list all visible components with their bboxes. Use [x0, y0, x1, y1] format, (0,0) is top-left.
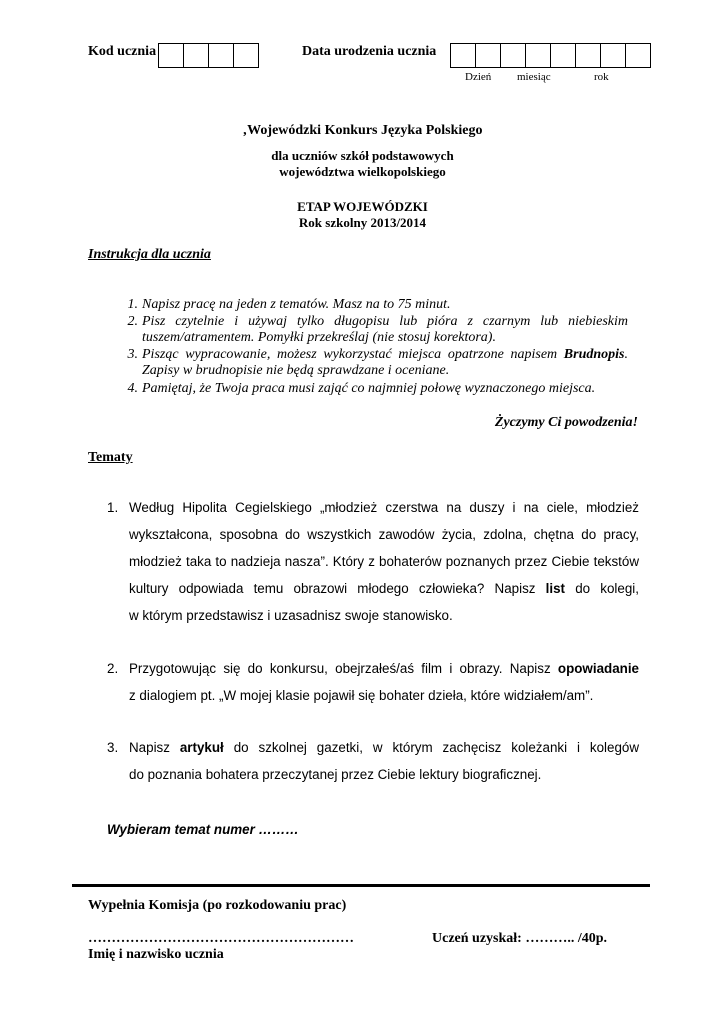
- contest-subtitle-2: województwa wielkopolskiego: [279, 164, 446, 179]
- topic-text-line: Według Hipolita Cegielskiego „młodzież czerstwa na duszy i na ciele, młodzież: [129, 500, 639, 515]
- instruction-text: Napisz pracę na jeden z tematów. Masz na to 75 minut.: [142, 297, 451, 312]
- topic-text-line: Przygotowując się do konkursu, obejrzałeś/aś film i obrazy. Napisz opowiadanie: [129, 661, 639, 676]
- student-name-label: Imię i nazwisko ucznia: [88, 947, 224, 962]
- opowiadanie-keyword: opowiadanie: [557, 661, 639, 676]
- footer-divider: [72, 884, 650, 887]
- month-label: miesiąc: [517, 71, 551, 83]
- day-cell[interactable]: [451, 43, 476, 68]
- contest-subtitle-1: dla uczniów szkół podstawowych: [271, 148, 454, 163]
- topic-text-line: kultury odpowiada temu obrazowi młodego człowieka? Napisz list do kolegi,: [129, 581, 639, 596]
- topic-text-line: z dialogiem pt. „W mojej klasie pojawił się bohater dzieła, które widziałem/am”.: [129, 688, 594, 703]
- topic-text-line: Napisz artykuł do szkolnej gazetki, w którym zachęcisz koleżanki i kolegów: [129, 740, 640, 755]
- code-cell[interactable]: [234, 43, 259, 68]
- month-cell[interactable]: [501, 43, 526, 68]
- topic-text-line: młodzież taka to nadzieja nasza”. Który z bohaterów poznanych przez Ciebie tekstów: [129, 554, 639, 569]
- instruction-text: Pamiętaj, że Twoja praca musi zająć co najmniej połowę wyznaczonego miejsca.: [142, 381, 596, 396]
- day-label: Dzień: [465, 71, 492, 83]
- topic-choice-field[interactable]: Wybieram temat numer ………: [107, 822, 299, 837]
- code-cell[interactable]: [159, 43, 184, 68]
- topic-text-line: w którym przedstawisz i uzasadnisz swoje stanowisko.: [129, 608, 453, 623]
- school-year: Rok szkolny 2013/2014: [298, 215, 427, 230]
- birth-date-boxes[interactable]: [450, 43, 651, 68]
- score-field[interactable]: Uczeń uzyskał: ……….. /40p.: [432, 931, 607, 946]
- student-code-label: Kod ucznia: [88, 44, 157, 59]
- instruction-number: 4.: [127, 381, 138, 396]
- topics-heading: Tematy: [88, 450, 133, 465]
- year-cell[interactable]: [626, 43, 651, 68]
- instruction-number: 1.: [127, 297, 138, 312]
- brudnopis-keyword: Brudnopis: [563, 347, 625, 362]
- good-luck-text: Życzymy Ci powodzenia!: [494, 415, 638, 430]
- topic-number: 3.: [107, 740, 119, 755]
- list-keyword: list: [545, 581, 566, 596]
- instruction-text: Pisząc wypracowanie, możesz wykorzystać miejsca opatrzone napisem Brudnopis. Zapisy w brudnopisie nie będą sprawdzane i oceniane.: [142, 347, 628, 378]
- topic-text-line: wykształcona, sposobna do wszystkich zawodów życia, zdolna, chętna do pracy,: [129, 527, 639, 542]
- topic-text-line: do poznania bohatera przeczytanej przez Ciebie lektury biograficznej.: [129, 767, 542, 782]
- contest-title: ‚Wojewódzki Konkurs Języka Polskiego: [242, 123, 483, 138]
- instruction-number: 3.: [127, 347, 138, 362]
- birth-date-label: Data urodzenia ucznia: [302, 44, 437, 59]
- instructions-heading: Instrukcja dla ucznia: [88, 247, 211, 262]
- student-name-field[interactable]: …………………………………………………: [88, 931, 354, 946]
- instructions-list: [118, 297, 633, 407]
- instruction-number: 2.: [127, 314, 138, 329]
- instruction-text: Pisz czytelnie i używaj tylko długopisu lub pióra z czarnym lub niebieskim tuszem/atramentem. Pomyłki przekreślaj (nie stosuj korektora).: [142, 314, 628, 345]
- year-cell[interactable]: [576, 43, 601, 68]
- code-cell[interactable]: [184, 43, 209, 68]
- student-code-boxes[interactable]: [158, 43, 259, 68]
- code-cell[interactable]: [209, 43, 234, 68]
- year-cell[interactable]: [601, 43, 626, 68]
- stage-title: ETAP WOJEWÓDZKI: [297, 199, 428, 214]
- day-cell[interactable]: [476, 43, 501, 68]
- year-cell[interactable]: [551, 43, 576, 68]
- topic-number: 2.: [107, 661, 119, 676]
- month-cell[interactable]: [526, 43, 551, 68]
- commission-label: Wypełnia Komisja (po rozkodowaniu prac): [88, 898, 347, 913]
- year-label: rok: [594, 71, 609, 83]
- artykul-keyword: artykuł: [179, 740, 224, 755]
- topic-number: 1.: [107, 500, 119, 515]
